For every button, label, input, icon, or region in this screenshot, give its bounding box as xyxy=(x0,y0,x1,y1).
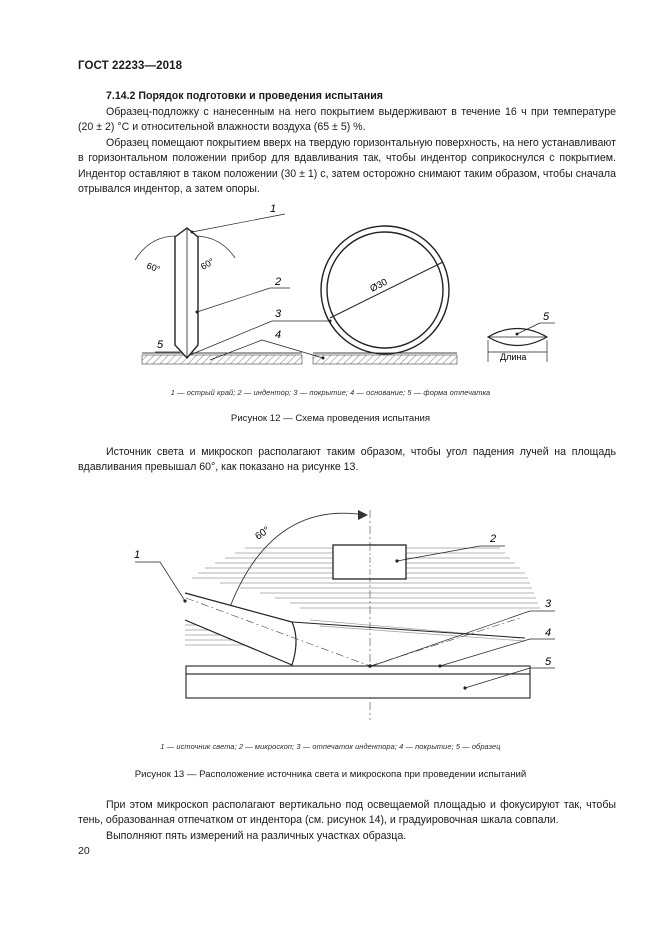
callout-13-4: 4 xyxy=(545,627,552,639)
callout-1: 1 xyxy=(270,203,277,215)
callout-13-1: 1 xyxy=(134,549,141,561)
section-title: 7.14.2 Порядок подготовки и проведения испытания xyxy=(106,90,383,102)
closing-text xyxy=(78,798,616,844)
figure-13-caption: Рисунок 13 — Расположение источника света и микроскопа при проведении испытаний xyxy=(134,769,527,780)
figure-13-legend: 1 — источник света; 2 — микроскоп; 3 — отпечаток индентора; 4 — покрытие; 5 — образец xyxy=(160,742,501,751)
callout-13-2: 2 xyxy=(490,533,497,545)
base-plate-left xyxy=(142,355,302,364)
ring-indenter-inner xyxy=(327,232,443,348)
figure-12-diagram xyxy=(0,195,661,380)
callout-4: 4 xyxy=(275,329,282,341)
callout-5-left: 5 xyxy=(157,339,164,351)
angle-label-60: 60° xyxy=(253,524,273,543)
paragraph-measurements: Выполняют пять измерений на различных участках образца. xyxy=(106,829,407,842)
figure-12-caption: Рисунок 12 — Схема проведения испытания xyxy=(230,413,431,424)
angle-arc-left xyxy=(135,236,176,260)
paragraph-microscope: При этом микроскоп располагают вертикально под освещаемой площадью и фокусируют так, чтобы тень, образованная отпечатком от индентора (см. рисунок 14), и градуировочная шкала совпали. xyxy=(78,799,616,827)
microscope-body xyxy=(333,545,406,579)
base-plate-right xyxy=(313,355,457,364)
callout-3: 3 xyxy=(275,308,282,320)
callout-13-5: 5 xyxy=(545,656,552,668)
diameter-line xyxy=(330,262,443,318)
figure-13-diagram xyxy=(0,500,661,735)
angle-label-left: 60° xyxy=(145,260,162,275)
specimen-block xyxy=(186,674,530,698)
angle-arc-right xyxy=(198,236,235,258)
indenter-blade xyxy=(175,228,198,358)
ring-indenter-outer xyxy=(321,226,449,354)
callout-5-right: 5 xyxy=(543,311,550,323)
callout-2: 2 xyxy=(275,276,282,288)
coating-layer xyxy=(186,666,530,674)
section-body xyxy=(78,105,616,197)
middle-text xyxy=(78,445,616,476)
length-label: Длина xyxy=(500,352,527,362)
page-number: 20 xyxy=(78,845,90,857)
paragraph-procedure: Образец помещают покрытием вверх на твердую горизонтальную поверхность, на него устанавливают в горизонтальном положении прибор для вдавливания так, чтобы индентор соприкоснулся с покрытием. Индентор оставляют в таком положении (30 ± 1) с, затем осторожно снимают таким образом, чтобы сначала отрывался индентор, а затем опоры. xyxy=(78,136,616,196)
angle-label-right: 60° xyxy=(199,256,216,272)
document-header: ГОСТ 22233—2018 xyxy=(78,60,183,72)
paragraph-light-setup: Источник света и микроскоп располагают таким образом, чтобы угол падения лучей на площадь вдавливания превышал 60°, как показано на рисунке 13. xyxy=(78,446,616,474)
figure-12-legend: 1 — острый край; 2 — индентор; 3 — покрытие; 4 — основание; 5 — форма отпечатка xyxy=(170,388,491,397)
paragraph-conditioning: Образец-подложку с нанесенным на него покрытием выдерживают в течение 16 ч при температуре (20 ± 2) °С и относительной влажности воздуха (65 ± 5) %. xyxy=(78,106,616,134)
callout-13-3: 3 xyxy=(545,598,552,610)
diameter-label: Ø30 xyxy=(368,276,390,295)
